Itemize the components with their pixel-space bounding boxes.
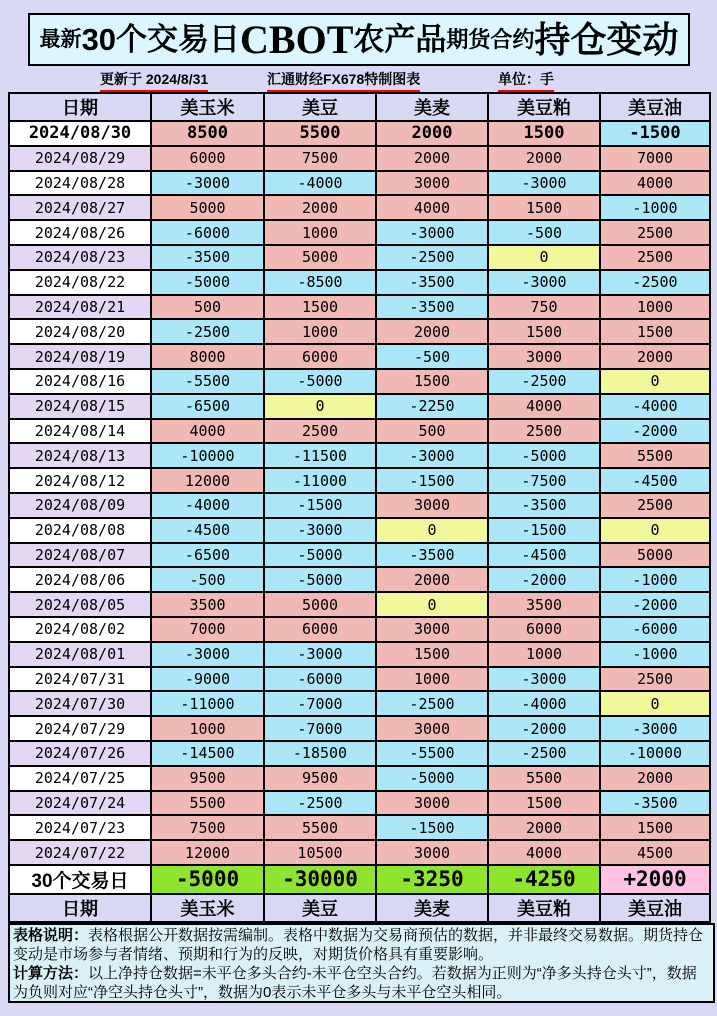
value-cell: -1500: [488, 518, 600, 543]
table-row: [9, 468, 710, 493]
value-cell: 2500: [600, 667, 710, 692]
value-cell: 5000: [264, 592, 376, 617]
value-cell: 8000: [151, 344, 264, 369]
notes-line1-label: 表格说明：: [13, 926, 89, 944]
table-row: [9, 716, 710, 741]
column-header: 美豆粕: [488, 894, 600, 922]
value-cell: -14500: [151, 741, 264, 766]
value-cell: -1000: [600, 195, 710, 220]
value-cell: -2000: [600, 419, 710, 444]
value-cell: -11500: [264, 443, 376, 468]
value-cell: -2500: [488, 369, 600, 394]
value-cell: -5500: [376, 741, 488, 766]
column-header: 美豆油: [600, 93, 710, 121]
value-cell: 3000: [376, 791, 488, 816]
value-cell: -3000: [264, 518, 376, 543]
table-row: [9, 270, 710, 295]
value-cell: -3000: [600, 716, 710, 741]
column-header: 美玉米: [151, 93, 264, 121]
value-cell: -4000: [488, 691, 600, 716]
table-row: [9, 518, 710, 543]
value-cell: -2000: [600, 592, 710, 617]
date-cell: 2024/07/29: [9, 716, 151, 741]
table-row: [9, 319, 710, 344]
value-cell: -1000: [600, 567, 710, 592]
value-cell: 500: [151, 295, 264, 320]
value-cell: 1000: [264, 220, 376, 245]
table-row: [9, 245, 710, 270]
value-cell: 1500: [376, 369, 488, 394]
value-cell: 7500: [264, 146, 376, 171]
value-cell: 6000: [264, 344, 376, 369]
column-header: 美豆: [264, 93, 376, 121]
date-cell: 2024/07/22: [9, 840, 151, 865]
value-cell: -4000: [151, 493, 264, 518]
subtitle-row: [0, 66, 717, 92]
date-cell: 2024/08/26: [9, 220, 151, 245]
date-cell: 2024/08/09: [9, 493, 151, 518]
column-header: 美麦: [376, 93, 488, 121]
value-cell: 6000: [151, 146, 264, 171]
value-cell: -3000: [376, 220, 488, 245]
value-cell: 1000: [151, 716, 264, 741]
value-cell: 0: [600, 518, 710, 543]
table-row: [9, 121, 710, 146]
value-cell: 7000: [600, 146, 710, 171]
summary-value-cell: -30000: [264, 865, 376, 894]
table-row: [9, 617, 710, 642]
value-cell: -5000: [151, 270, 264, 295]
value-cell: -7500: [488, 468, 600, 493]
value-cell: 12000: [151, 840, 264, 865]
value-cell: -500: [151, 567, 264, 592]
table-row: [9, 195, 710, 220]
date-cell: 2024/08/29: [9, 146, 151, 171]
column-header: 美豆油: [600, 894, 710, 922]
value-cell: 4500: [600, 840, 710, 865]
value-cell: 2000: [376, 121, 488, 146]
source-label: 汇通财经FX678特制图表: [267, 69, 420, 92]
value-cell: -9000: [151, 667, 264, 692]
value-cell: 1500: [488, 791, 600, 816]
value-cell: 9500: [264, 766, 376, 791]
value-cell: -2500: [264, 791, 376, 816]
value-cell: 500: [376, 419, 488, 444]
value-cell: 750: [488, 295, 600, 320]
updated-label: 更新于 2024/8/31: [100, 69, 208, 92]
value-cell: -4000: [600, 394, 710, 419]
date-cell: 2024/08/12: [9, 468, 151, 493]
date-cell: 2024/08/23: [9, 245, 151, 270]
value-cell: -3500: [600, 791, 710, 816]
date-cell: 2024/07/30: [9, 691, 151, 716]
table-row: [9, 369, 710, 394]
column-header: 美麦: [376, 894, 488, 922]
value-cell: 6000: [264, 617, 376, 642]
value-cell: 1000: [264, 319, 376, 344]
value-cell: 3000: [376, 171, 488, 196]
table-row: [9, 667, 710, 692]
value-cell: -6500: [151, 394, 264, 419]
notes-line2-label: 计算方法：: [13, 964, 89, 982]
value-cell: 4000: [600, 171, 710, 196]
value-cell: 4000: [488, 394, 600, 419]
value-cell: -3500: [376, 543, 488, 568]
value-cell: -11000: [264, 468, 376, 493]
notes-line2-text: 以上净持仓数据=未平仓多头合约-未平仓空头合约。若数据为正则为“净多头持仓头寸”，数据为负则对应“净空头持仓头寸”，数据为0表示未平仓多头与未平仓空头相同。: [13, 964, 697, 1001]
value-cell: 5000: [151, 195, 264, 220]
value-cell: 0: [376, 518, 488, 543]
date-cell: 2024/08/06: [9, 567, 151, 592]
date-cell: 2024/08/13: [9, 443, 151, 468]
date-cell: 2024/08/19: [9, 344, 151, 369]
value-cell: -4000: [264, 171, 376, 196]
value-cell: -18500: [264, 741, 376, 766]
table-row: [9, 493, 710, 518]
date-cell: 2024/07/23: [9, 815, 151, 840]
date-cell: 2024/08/30: [9, 121, 151, 146]
value-cell: 5500: [488, 766, 600, 791]
table-row: [9, 691, 710, 716]
date-cell: 2024/07/31: [9, 667, 151, 692]
value-cell: 2500: [600, 220, 710, 245]
value-cell: 2500: [264, 419, 376, 444]
value-cell: 6000: [488, 617, 600, 642]
value-cell: -3500: [376, 295, 488, 320]
value-cell: -3000: [488, 667, 600, 692]
value-cell: 2000: [600, 766, 710, 791]
value-cell: 1500: [376, 642, 488, 667]
value-cell: 3500: [488, 592, 600, 617]
value-cell: 1500: [488, 195, 600, 220]
page-title: [28, 13, 690, 66]
value-cell: 2000: [376, 567, 488, 592]
value-cell: 5000: [600, 543, 710, 568]
title-segment: 最新: [39, 28, 82, 51]
value-cell: 2000: [264, 195, 376, 220]
value-cell: -1500: [376, 815, 488, 840]
summary-value-cell: -3250: [376, 865, 488, 894]
value-cell: 4000: [376, 195, 488, 220]
value-cell: 2000: [376, 146, 488, 171]
title-segment: 农产品: [353, 22, 447, 57]
table-row: [9, 815, 710, 840]
table-row: [9, 443, 710, 468]
date-cell: 2024/08/01: [9, 642, 151, 667]
value-cell: -5000: [264, 543, 376, 568]
table-row: [9, 220, 710, 245]
value-cell: 7500: [151, 815, 264, 840]
value-cell: -2500: [600, 270, 710, 295]
value-cell: 1000: [488, 642, 600, 667]
value-cell: -500: [488, 220, 600, 245]
value-cell: -11000: [151, 691, 264, 716]
date-cell: 2024/08/08: [9, 518, 151, 543]
value-cell: -2500: [488, 741, 600, 766]
value-cell: 0: [600, 691, 710, 716]
value-cell: 1000: [600, 295, 710, 320]
value-cell: 5500: [264, 121, 376, 146]
value-cell: -2000: [488, 716, 600, 741]
value-cell: -3000: [376, 443, 488, 468]
date-cell: 2024/08/07: [9, 543, 151, 568]
unit-label: 单位：手: [498, 69, 554, 92]
table-footer: [9, 894, 710, 922]
value-cell: -5000: [264, 567, 376, 592]
value-cell: -7000: [264, 691, 376, 716]
value-cell: 8500: [151, 121, 264, 146]
value-cell: -1500: [264, 493, 376, 518]
value-cell: 4000: [151, 419, 264, 444]
value-cell: -4500: [600, 468, 710, 493]
value-cell: 4000: [488, 840, 600, 865]
value-cell: 3500: [151, 592, 264, 617]
value-cell: -3000: [488, 171, 600, 196]
value-cell: -4500: [151, 518, 264, 543]
date-cell: 2024/08/02: [9, 617, 151, 642]
table-row: [9, 567, 710, 592]
value-cell: -3500: [376, 270, 488, 295]
value-cell: -2000: [488, 567, 600, 592]
header-row: [9, 93, 710, 121]
title-segment: 期货合约: [446, 26, 535, 52]
value-cell: -3500: [151, 245, 264, 270]
table-row: [9, 791, 710, 816]
table-row: [9, 419, 710, 444]
value-cell: 3000: [488, 344, 600, 369]
value-cell: -6500: [151, 543, 264, 568]
date-cell: 2024/08/28: [9, 171, 151, 196]
value-cell: -5000: [264, 369, 376, 394]
column-header: 美玉米: [151, 894, 264, 922]
notes-line1-text: 表格根据公开数据按需编制。表格中数据为交易商预估的数据，并非最终交易数据。期货持仓变动是市场参与者情绪、预期和行为的反映，对期货价格具有重要影响。: [13, 926, 704, 963]
summary-value-cell: -4250: [488, 865, 600, 894]
value-cell: -1000: [600, 642, 710, 667]
table-row: [9, 592, 710, 617]
date-cell: 2024/07/26: [9, 741, 151, 766]
date-cell: 2024/08/05: [9, 592, 151, 617]
table-row: [9, 146, 710, 171]
value-cell: 5500: [151, 791, 264, 816]
date-cell: 2024/08/21: [9, 295, 151, 320]
summary-value-cell: +2000: [600, 865, 710, 894]
value-cell: 2000: [488, 146, 600, 171]
value-cell: 2500: [600, 245, 710, 270]
value-cell: -3000: [488, 270, 600, 295]
value-cell: 2000: [600, 344, 710, 369]
value-cell: 1500: [600, 319, 710, 344]
value-cell: -2500: [376, 245, 488, 270]
value-cell: -8500: [264, 270, 376, 295]
value-cell: 3000: [376, 716, 488, 741]
value-cell: -1500: [376, 468, 488, 493]
summary-row: [9, 865, 710, 894]
value-cell: 0: [264, 394, 376, 419]
value-cell: -2500: [376, 691, 488, 716]
title-segment: 30个交易日: [81, 22, 241, 57]
date-cell: 2024/08/27: [9, 195, 151, 220]
footer-header-row: [9, 894, 710, 922]
date-cell: 2024/08/15: [9, 394, 151, 419]
value-cell: 3000: [376, 617, 488, 642]
title-segment: CBOT: [240, 16, 354, 62]
value-cell: -3000: [151, 171, 264, 196]
value-cell: 1500: [264, 295, 376, 320]
date-cell: 2024/08/20: [9, 319, 151, 344]
value-cell: -6000: [151, 220, 264, 245]
date-cell: 2024/08/16: [9, 369, 151, 394]
value-cell: -3500: [488, 493, 600, 518]
value-cell: -10000: [600, 741, 710, 766]
value-cell: 2500: [600, 493, 710, 518]
value-cell: -3000: [151, 642, 264, 667]
value-cell: 2000: [488, 815, 600, 840]
column-header: 美豆: [264, 894, 376, 922]
table-row: [9, 741, 710, 766]
value-cell: -4500: [488, 543, 600, 568]
summary-label: 30个交易日: [9, 865, 151, 894]
value-cell: 5000: [264, 245, 376, 270]
value-cell: 2500: [488, 419, 600, 444]
notes-box: [8, 923, 715, 1003]
table-row: [9, 394, 710, 419]
value-cell: -7000: [264, 716, 376, 741]
table-body: [9, 121, 710, 894]
value-cell: 0: [600, 369, 710, 394]
date-cell: 2024/08/14: [9, 419, 151, 444]
date-cell: 2024/07/25: [9, 766, 151, 791]
value-cell: -10000: [151, 443, 264, 468]
value-cell: 10500: [264, 840, 376, 865]
table-header: [9, 93, 710, 121]
value-cell: -5500: [151, 369, 264, 394]
date-cell: 2024/07/24: [9, 791, 151, 816]
table-row: [9, 295, 710, 320]
table-row: [9, 344, 710, 369]
value-cell: -5000: [376, 766, 488, 791]
table-row: [9, 642, 710, 667]
value-cell: 0: [376, 592, 488, 617]
value-cell: 1000: [376, 667, 488, 692]
value-cell: 3000: [376, 840, 488, 865]
value-cell: 2000: [376, 319, 488, 344]
value-cell: -6000: [264, 667, 376, 692]
table-row: [9, 171, 710, 196]
value-cell: -6000: [600, 617, 710, 642]
value-cell: 9500: [151, 766, 264, 791]
value-cell: -1500: [600, 121, 710, 146]
date-cell: 2024/08/22: [9, 270, 151, 295]
value-cell: 5500: [600, 443, 710, 468]
value-cell: 1500: [488, 319, 600, 344]
column-header: 美豆粕: [488, 93, 600, 121]
title-segment: 持仓变动: [534, 18, 679, 60]
value-cell: 7000: [151, 617, 264, 642]
value-cell: 3000: [376, 493, 488, 518]
value-cell: 12000: [151, 468, 264, 493]
value-cell: 1500: [488, 121, 600, 146]
column-header: 日期: [9, 93, 151, 121]
value-cell: -3000: [264, 642, 376, 667]
value-cell: 5500: [264, 815, 376, 840]
value-cell: 1500: [600, 815, 710, 840]
value-cell: -5000: [488, 443, 600, 468]
value-cell: -2500: [151, 319, 264, 344]
table-row: [9, 840, 710, 865]
value-cell: 0: [488, 245, 600, 270]
table-row: [9, 766, 710, 791]
value-cell: -500: [376, 344, 488, 369]
table-row: [9, 543, 710, 568]
positions-table: [8, 92, 711, 923]
summary-value-cell: -5000: [151, 865, 264, 894]
column-header: 日期: [9, 894, 151, 922]
value-cell: -2250: [376, 394, 488, 419]
